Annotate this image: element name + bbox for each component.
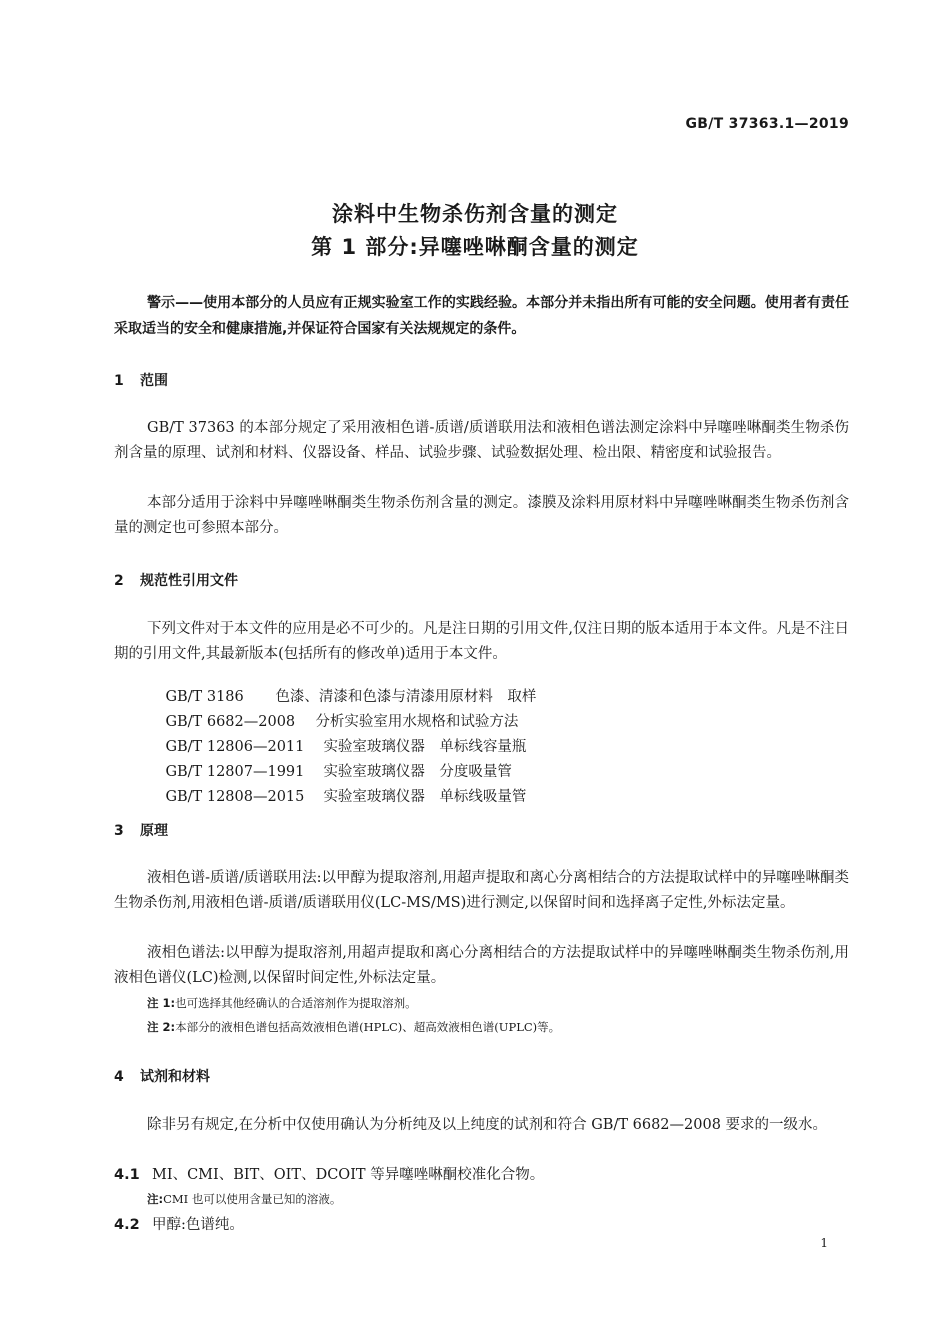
note-label: 注 1: xyxy=(147,996,176,1010)
section-title: 规范性引用文件 xyxy=(140,573,238,589)
reference-title: 实验室玻璃仪器 分度吸量管 xyxy=(323,764,512,780)
subclause-4-2 xyxy=(114,1213,244,1234)
subclause-text: 甲醇:色谱纯。 xyxy=(152,1217,244,1233)
note-2 xyxy=(147,1019,560,1035)
subclause-number: 4.1 xyxy=(114,1167,140,1183)
scope-paragraph-2: 本部分适用于涂料中异噻唑啉酮类生物杀伤剂含量的测定。漆膜及涂料用原材料中异噻唑啉酮类生物杀伤剂含量的测定也可参照本部分。 xyxy=(114,495,849,536)
reference-code: GB/T 6682—2008 xyxy=(165,714,296,730)
subclause-4-1 xyxy=(114,1163,544,1184)
section-number: 3 xyxy=(114,823,124,839)
subclause-text: MI、CMI、BIT、OIT、DCOIT 等异噻唑啉酮校准化合物。 xyxy=(152,1167,545,1183)
reference-title: 实验室玻璃仪器 单标线吸量管 xyxy=(323,789,527,805)
subclause-number: 4.2 xyxy=(114,1217,140,1233)
section-title: 试剂和材料 xyxy=(140,1069,210,1085)
reference-code: GB/T 3186 xyxy=(165,689,244,705)
section-number: 4 xyxy=(114,1069,124,1085)
section-heading-reagents xyxy=(114,1066,210,1086)
note-1 xyxy=(147,995,417,1011)
section-title: 范围 xyxy=(140,373,168,389)
reference-code: GB/T 12806—2011 xyxy=(165,739,305,755)
note-cmi xyxy=(147,1191,341,1207)
section-number: 1 xyxy=(114,373,124,389)
reagents-paragraph: 除非另有规定,在分析中仅使用确认为分析纯及以上纯度的试剂和符合 GB/T 6682—2008 要求的一级水。 xyxy=(147,1117,828,1133)
section-heading-principle xyxy=(114,820,168,840)
principle-paragraph-2: 液相色谱法:以甲醇为提取溶剂,用超声提取和离心分离相结合的方法提取试样中的异噻唑啉酮类生物杀伤剂,用液相色谱仪(LC)检测,以保留时间定性,外标法定量。 xyxy=(114,945,849,986)
document-subtitle: 第 1 部分:异噻唑啉酮含量的测定 xyxy=(311,235,639,259)
section-title: 原理 xyxy=(140,823,168,839)
principle-paragraph-1: 液相色谱-质谱/质谱联用法:以甲醇为提取溶剂,用超声提取和离心分离相结合的方法提取试样中的异噻唑啉酮类生物杀伤剂,用液相色谱-质谱/质谱联用仪(LC-MS/MS)进行测定,以保留时间和选择离子定性,外标法定量。 xyxy=(114,870,849,911)
section-heading-references xyxy=(114,570,238,590)
reference-title: 色漆、清漆和色漆与清漆用原材料 取样 xyxy=(275,689,537,705)
note-text: 也可选择其他经确认的合适溶剂作为提取溶剂。 xyxy=(175,996,417,1010)
reference-code: GB/T 12808—2015 xyxy=(165,789,305,805)
note-text: CMI 也可以使用含量已知的溶液。 xyxy=(163,1192,342,1206)
section-heading-scope xyxy=(114,370,168,390)
scope-paragraph-1: GB/T 37363 的本部分规定了采用液相色谱-质谱/质谱联用法和液相色谱法测定涂料中异噻唑啉酮类生物杀伤剂含量的原理、试剂和材料、仪器设备、样品、试验步骤、试验数据处理、检出限、精密度和试验报告。 xyxy=(114,420,849,461)
standard-code: GB/T 37363.1—2019 xyxy=(685,116,849,132)
page-number: 1 xyxy=(820,1236,828,1250)
note-label: 注 2: xyxy=(147,1020,176,1034)
section-number: 2 xyxy=(114,573,124,589)
reference-code: GB/T 12807—1991 xyxy=(165,764,305,780)
reference-title: 实验室玻璃仪器 单标线容量瓶 xyxy=(323,739,527,755)
warning-paragraph: 警示——使用本部分的人员应有正规实验室工作的实践经验。本部分并未指出所有可能的安全问题。使用者有责任采取适当的安全和健康措施,并保证符合国家有关法规规定的条件。 xyxy=(114,295,849,337)
reference-item xyxy=(147,769,526,822)
reference-title: 分析实验室用水规格和试验方法 xyxy=(315,714,519,730)
references-paragraph: 下列文件对于本文件的应用是必不可少的。凡是注日期的引用文件,仅注日期的版本适用于本文件。凡是不注日期的引用文件,其最新版本(包括所有的修改单)适用于本文件。 xyxy=(114,621,849,662)
note-label: 注: xyxy=(147,1192,164,1206)
document-title: 涂料中生物杀伤剂含量的测定 xyxy=(332,202,618,226)
note-text: 本部分的液相色谱包括高效液相色谱(HPLC)、超高效液相色谱(UPLC)等。 xyxy=(175,1020,561,1034)
